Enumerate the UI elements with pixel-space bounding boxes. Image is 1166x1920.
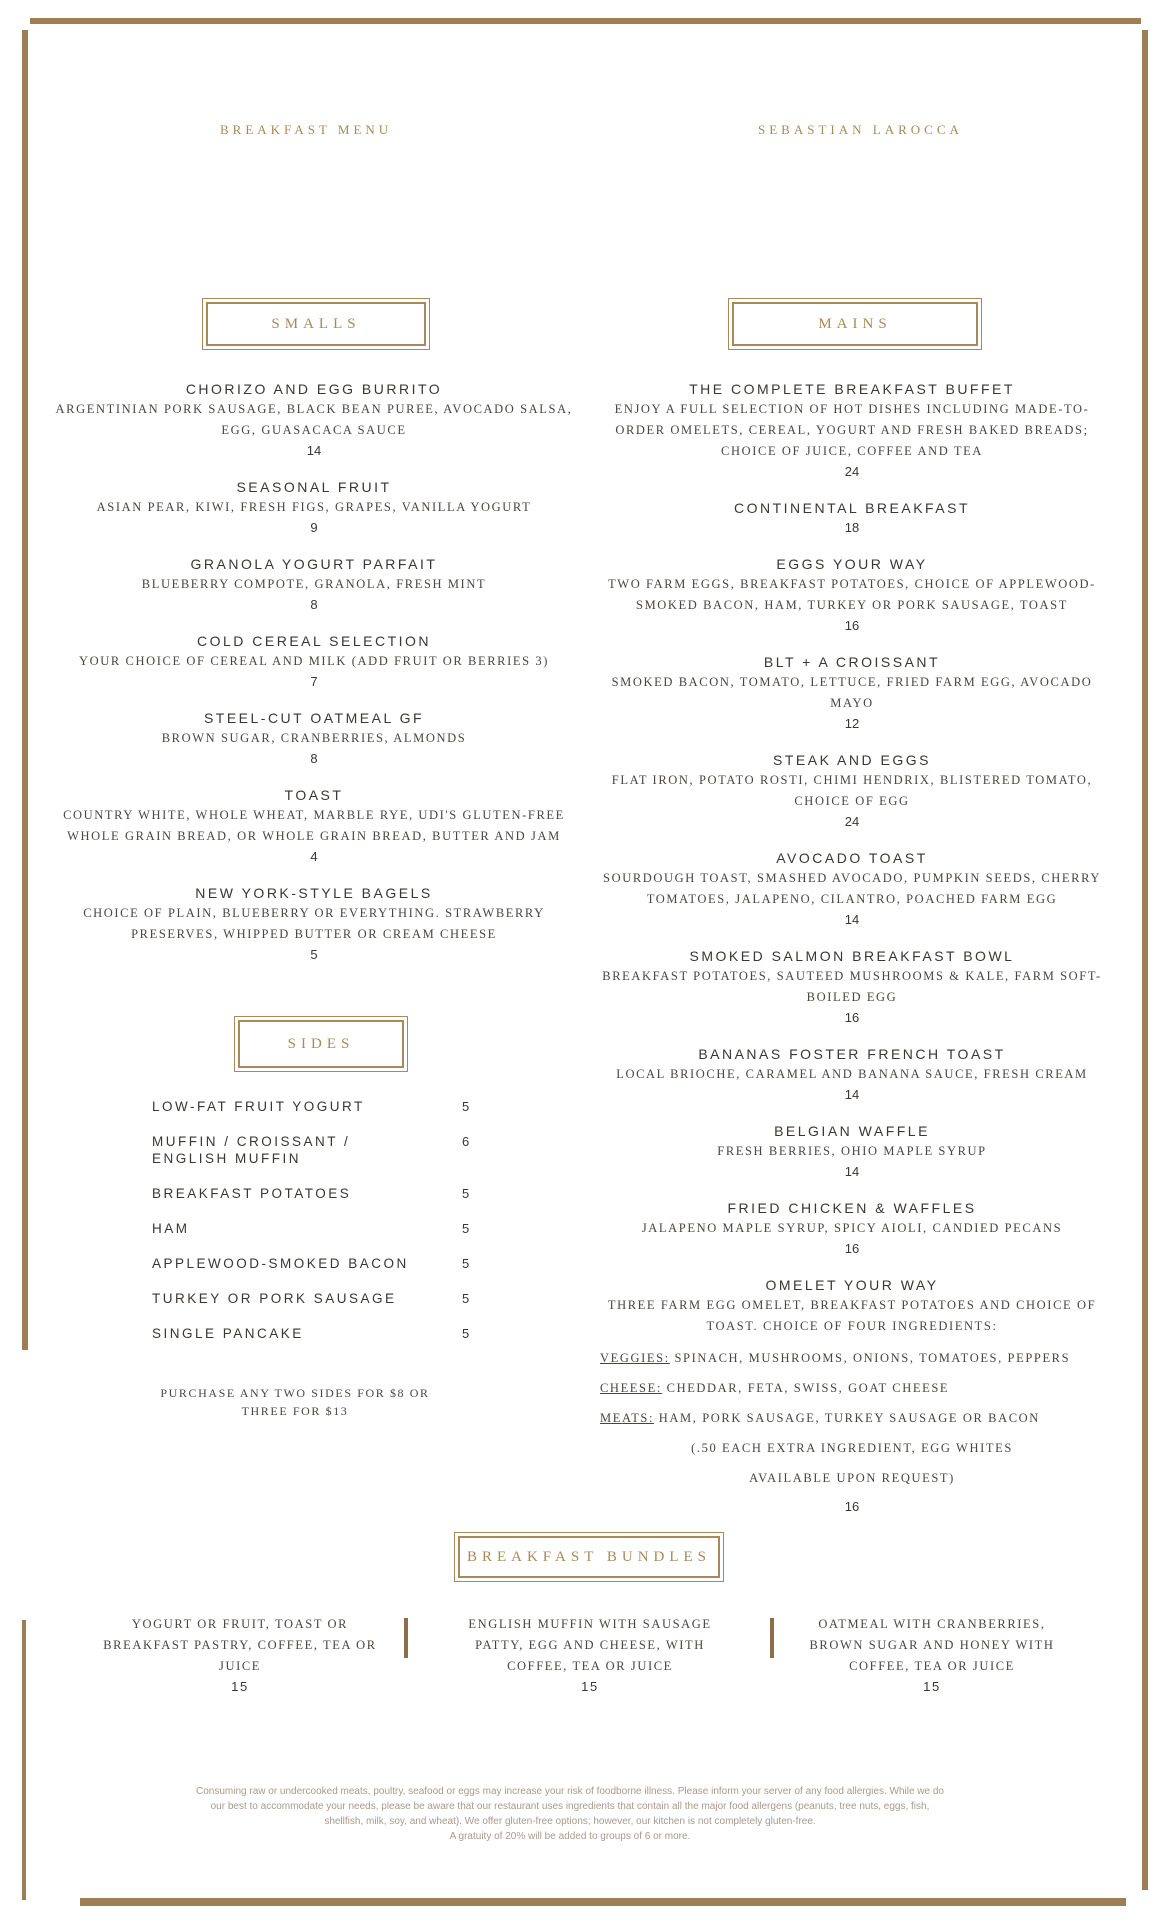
disclaimer-text: Consuming raw or undercooked meats, poultry, seafood or eggs may increase your risk of foodborne illness. Please inform your server of any food allergies. While we do our best to accommodate your needs, please be aware that our restaurant uses ingredients that contain all the major food allergens (peanuts, tree nuts, eggs, fish, shellfish, milk, soy, and wheat). We offer gluten-free options; however, our kitchen is not completely gluten-free. [196,1786,944,1827]
side-price: 5 [462,1326,472,1341]
side-price: 6 [462,1134,472,1149]
item-description: LOCAL BRIOCHE, CARAMEL AND BANANA SAUCE, FRESH CREAM [616,1067,1088,1081]
menu-item [600,849,1104,930]
bundle-1 [100,1614,380,1697]
item-description: BROWN SUGAR, CRANBERRIES, ALMONDS [161,731,467,745]
cheese-line [600,1373,1104,1403]
gratuity-note: A gratuity of 20% will be added to groups of 6 or more. [449,1831,691,1842]
veggies-line [600,1343,1104,1373]
bundle-price: 15 [923,1679,941,1694]
item-price: 8 [310,597,318,612]
item-price: 24 [844,464,860,479]
section-header-smalls: SMALLS [206,302,426,346]
item-description: ENJOY A FULL SELECTION OF HOT DISHES INCLUDING MADE-TO-ORDER OMELETS, CEREAL, YOGURT AND FRESH BAKED BREADS; CHOICE OF JUICE, COFFEE AND TEA [614,402,1090,458]
bundle-divider [404,1618,408,1658]
menu-item [40,478,588,538]
item-name: TOAST [284,787,344,803]
item-price: 7 [310,674,318,689]
section-header-sides: SIDES [238,1020,404,1068]
item-name: SMOKED SALMON BREAKFAST BOWL [689,948,1015,964]
menu-item [600,499,1104,538]
item-description: YOUR CHOICE OF CEREAL AND MILK (ADD FRUIT OR BERRIES 3) [79,654,549,668]
veggies-label: VEGGIES: [600,1351,670,1365]
menu-item [40,709,588,769]
item-name: BANANAS FOSTER FRENCH TOAST [698,1046,1006,1062]
item-price: 14 [306,443,322,458]
bundle-3 [792,1614,1072,1697]
bundle-price: 15 [231,1679,249,1694]
item-price: 16 [844,1499,860,1514]
section-header-mains: MAINS [732,302,978,346]
cheese-label: CHEESE: [600,1381,662,1395]
side-price: 5 [462,1256,472,1271]
side-item [152,1185,492,1202]
side-name: SINGLE PANCAKE [152,1326,304,1341]
item-description: ARGENTINIAN PORK SAUSAGE, BLACK BEAN PUREE, AVOCADO SALSA, EGG, GUASACACA SAUCE [55,402,573,437]
side-item [152,1133,492,1167]
item-price: 14 [844,1164,860,1179]
item-description: ASIAN PEAR, KIWI, FRESH FIGS, GRAPES, VANILLA YOGURT [96,500,532,514]
item-description: BLUEBERRY COMPOTE, GRANOLA, FRESH MINT [141,577,487,591]
item-name: NEW YORK-STYLE BAGELS [195,885,433,901]
side-item [152,1220,492,1237]
bundle-desc: YOGURT OR FRUIT, TOAST OR BREAKFAST PASTRY, COFFEE, TEA OR JUICE [103,1617,377,1673]
item-name: AVOCADO TOAST [776,850,928,866]
item-name: BELGIAN WAFFLE [774,1123,930,1139]
bundle-price: 15 [581,1679,599,1694]
side-price: 5 [462,1186,472,1201]
menu-item [600,380,1104,482]
item-name: GRANOLA YOGURT PARFAIT [190,556,438,572]
frame-bottom-border [80,1898,1126,1906]
bundle-desc: ENGLISH MUFFIN WITH SAUSAGE PATTY, EGG AND CHEESE, WITH COFFEE, TEA OR JUICE [468,1617,712,1673]
item-price: 14 [844,1087,860,1102]
frame-top-border [30,18,1141,24]
item-price: 16 [844,618,860,633]
menu-item [600,947,1104,1028]
item-price: 8 [310,751,318,766]
omelet-ingredients [600,1343,1104,1433]
item-name: CHORIZO AND EGG BURRITO [185,381,443,397]
item-name: CONTINENTAL BREAKFAST [733,500,971,516]
menu-item [40,380,588,461]
item-name: COLD CEREAL SELECTION [196,633,432,649]
item-name: STEEL-CUT OATMEAL GF [203,710,425,726]
side-name: HAM [152,1221,190,1236]
item-price: 14 [844,912,860,927]
item-price: 9 [310,520,318,535]
section-header-bundles: BREAKFAST BUNDLES [458,1536,720,1578]
menu-item [600,653,1104,734]
smalls-list [40,380,588,982]
side-price: 5 [462,1221,472,1236]
side-item [152,1098,492,1115]
bundle-desc: OATMEAL WITH CRANBERRIES, BROWN SUGAR AND HONEY WITH COFFEE, TEA OR JUICE [809,1617,1055,1673]
item-description: TWO FARM EGGS, BREAKFAST POTATOES, CHOICE OF APPLEWOOD-SMOKED BACON, HAM, TURKEY OR PORK SAUSAGE, TOAST [608,577,1096,612]
item-price: 16 [844,1010,860,1025]
menu-item [600,555,1104,636]
item-name: FRIED CHICKEN & WAFFLES [727,1200,977,1216]
menu-item-omelet [600,1276,1104,1517]
side-item [152,1325,492,1342]
item-description: COUNTRY WHITE, WHOLE WHEAT, MARBLE RYE, UDI'S GLUTEN-FREE WHOLE GRAIN BREAD, OR WHOLE GRAIN BREAD, BUTTER AND JAM [63,808,565,843]
side-name: BREAKFAST POTATOES [152,1186,352,1201]
item-price: 24 [844,814,860,829]
item-name: THE COMPLETE BREAKFAST BUFFET [689,381,1015,397]
side-price: 5 [462,1291,472,1306]
item-price: 5 [310,947,318,962]
bundle-divider [770,1618,774,1658]
frame-left-border-lower [22,1620,26,1900]
menu-item [600,1045,1104,1105]
item-description: FRESH BERRIES, OHIO MAPLE SYRUP [717,1144,987,1158]
frame-left-border [22,30,28,1350]
menu-item [40,555,588,615]
bundle-2 [450,1614,730,1697]
item-description: CHOICE OF PLAIN, BLUEBERRY OR EVERYTHING. STRAWBERRY PRESERVES, WHIPPED BUTTER OR CREAM CHEESE [83,906,545,941]
item-name: EGGS YOUR WAY [776,556,928,572]
menu-item [600,1122,1104,1182]
side-name: LOW-FAT FRUIT YOGURT [152,1099,365,1114]
meats-label: MEATS: [600,1411,655,1425]
item-price: 16 [844,1241,860,1256]
side-name: MUFFIN / CROISSANT / ENGLISH MUFFIN [152,1134,351,1166]
item-price: 18 [844,520,860,535]
restaurant-name: SEBASTIAN LAROCCA [758,122,963,137]
menu-item [40,786,588,867]
item-description: THREE FARM EGG OMELET, BREAKFAST POTATOES AND CHOICE OF TOAST. CHOICE OF FOUR INGREDIENTS: [607,1298,1097,1333]
item-name: SEASONAL FRUIT [236,479,392,495]
side-price: 5 [462,1099,472,1114]
menu-title: BREAKFAST MENU [220,122,393,137]
item-name: STEAK AND EGGS [773,752,931,768]
side-item [152,1290,492,1307]
mains-list [600,380,1104,1534]
menu-item [40,884,588,965]
side-name: TURKEY OR PORK SAUSAGE [152,1291,397,1306]
item-name: BLT + A CROISSANT [763,654,941,670]
sides-note: PURCHASE ANY TWO SIDES FOR $8 OR THREE FOR $13 [160,1386,430,1418]
item-description: SMOKED BACON, TOMATO, LETTUCE, FRIED FARM EGG, AVOCADO MAYO [611,675,1093,710]
item-name: OMELET YOUR WAY [765,1277,939,1293]
item-description: JALAPENO MAPLE SYRUP, SPICY AIOLI, CANDIED PECANS [641,1221,1063,1235]
menu-item [600,751,1104,832]
item-price: 4 [310,849,318,864]
cheese-options: CHEDDAR, FETA, SWISS, GOAT CHEESE [661,1381,950,1395]
allergen-disclaimer [190,1784,950,1844]
sides-list [152,1098,492,1360]
omelet-extra-note: (.50 EACH EXTRA INGREDIENT, EGG WHITES AVAILABLE UPON REQUEST) [691,1441,1013,1485]
side-item [152,1255,492,1272]
meats-line [600,1403,1104,1433]
menu-item [40,632,588,692]
frame-right-border [1142,30,1148,1890]
menu-item [600,1199,1104,1259]
item-description: SOURDOUGH TOAST, SMASHED AVOCADO, PUMPKIN SEEDS, CHERRY TOMATOES, JALAPENO, CILANTRO, POACHED FARM EGG [603,871,1101,906]
side-name: APPLEWOOD-SMOKED BACON [152,1256,409,1271]
item-description: FLAT IRON, POTATO ROSTI, CHIMI HENDRIX, BLISTERED TOMATO, CHOICE OF EGG [611,773,1093,808]
item-description: BREAKFAST POTATOES, SAUTEED MUSHROOMS & KALE, FARM SOFT-BOILED EGG [602,969,1102,1004]
meats-options: HAM, PORK SAUSAGE, TURKEY SAUSAGE OR BACON [654,1411,1040,1425]
veggies-options: SPINACH, MUSHROOMS, ONIONS, TOMATOES, PEPPERS [669,1351,1071,1365]
item-price: 12 [844,716,860,731]
